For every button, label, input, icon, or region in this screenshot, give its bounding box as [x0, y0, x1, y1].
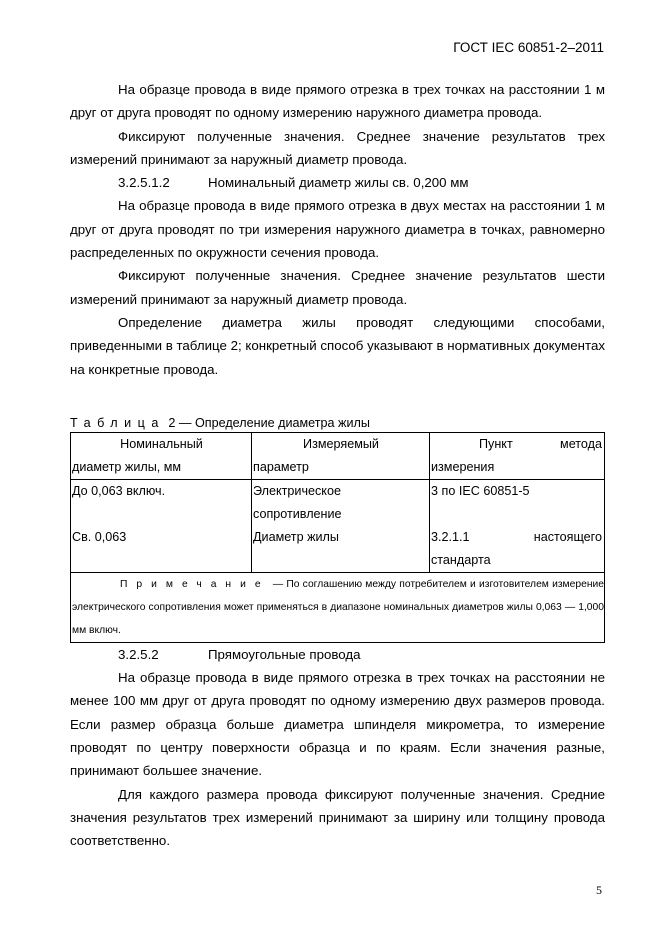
paragraph-3: На образце провода в виде прямого отрезка в двух местах на расстоянии 1 м друг от друга проводят по три измерения наружного диаметра в точках, равномерно распределенных по окружности сечения провода.	[70, 198, 605, 261]
table-cell	[430, 479, 605, 572]
section-number: 3.2.5.1.2	[118, 175, 170, 191]
cell-text: Электрическое	[253, 483, 341, 498]
paragraph-6: На образце провода в виде прямого отрезка в трех точках на расстоянии не менее 100 мм друг от друга проводят по одному измерению двух размеров провода. Если размер образца больше диаметра шпинделя микрометра, то измерение проводят по центру поверхности образца и по краям. Если значения разные, принимают большее значение.	[70, 670, 605, 779]
header-cell-nominal-diameter	[71, 432, 252, 479]
table-note	[71, 572, 605, 642]
table-header-row	[71, 432, 605, 479]
table-caption-text: 2 — Определение диаметра жилы	[168, 415, 370, 430]
section-number: 3.2.5.2	[118, 646, 159, 662]
paragraph-2: Фиксируют полученные значения. Среднее значение результатов трех измерений принимают за наружный диаметр провода.	[70, 128, 605, 167]
section-title: Номинальный диаметр жилы св. 0,200 мм	[208, 175, 469, 191]
header-cell-method-clause	[430, 432, 605, 479]
header-cell-parameter	[252, 432, 430, 479]
cell-text: Диаметр жилы	[253, 529, 339, 544]
section-title: Прямоугольные провода	[208, 646, 361, 662]
cell-text: Св. 0,063	[72, 529, 127, 544]
header-text: диаметр жилы, мм	[72, 459, 182, 474]
header-text: измерения	[431, 459, 495, 474]
cell-text: сопротивление	[253, 506, 342, 521]
note-text: — По соглашению между потребителем и изготовителем измерение электрического сопротивления может применяться в диапазоне номинальных диаметров жилы 0,063 — 1,000 мм включ.	[72, 578, 604, 636]
diameter-method-table	[70, 432, 605, 643]
paragraph-7: Для каждого размера провода фиксируют полученные значения. Средние значения результатов трех измерений принимают за ширину или толщину провода соответственно.	[70, 786, 605, 849]
note-label: Примечание	[120, 578, 270, 590]
cell-text: 3.2.1.1 настоящего	[431, 529, 602, 544]
page-content	[70, 78, 605, 853]
section-heading-3-2-5-2	[70, 643, 605, 666]
cell-text: До 0,063 включ.	[72, 483, 166, 498]
table-row	[71, 479, 605, 572]
document-header: ГОСТ IEC 60851-2–2011	[453, 40, 604, 55]
table-caption-label: Таблица	[70, 415, 165, 430]
table-cell	[252, 479, 430, 572]
table-caption	[70, 414, 605, 432]
header-text: Номинальный	[120, 436, 203, 451]
page-number: 5	[596, 883, 602, 897]
section-heading-3-2-5-1-2	[70, 171, 605, 194]
header-text: параметр	[253, 459, 309, 474]
header-text: Пункт метода	[479, 436, 602, 451]
cell-text: 3 по IEC 60851-5	[431, 483, 530, 498]
paragraph-4: Фиксируют полученные значения. Среднее значение результатов шести измерений принимают за наружный диаметр провода.	[70, 268, 605, 307]
table-cell	[71, 479, 252, 572]
paragraph-1: На образце провода в виде прямого отрезка в трех точках на расстоянии 1 м друг от друга проводят по одному измерению наружного диаметра провода.	[70, 82, 605, 121]
header-text: Измеряемый	[303, 436, 379, 451]
table-note-row	[71, 572, 605, 642]
cell-text: стандарта	[431, 552, 491, 567]
paragraph-5: Определение диаметра жилы проводят следующими способами, приведенными в таблице 2; конкретный способ указывают в нормативных документах на конкретные провода.	[70, 314, 605, 377]
